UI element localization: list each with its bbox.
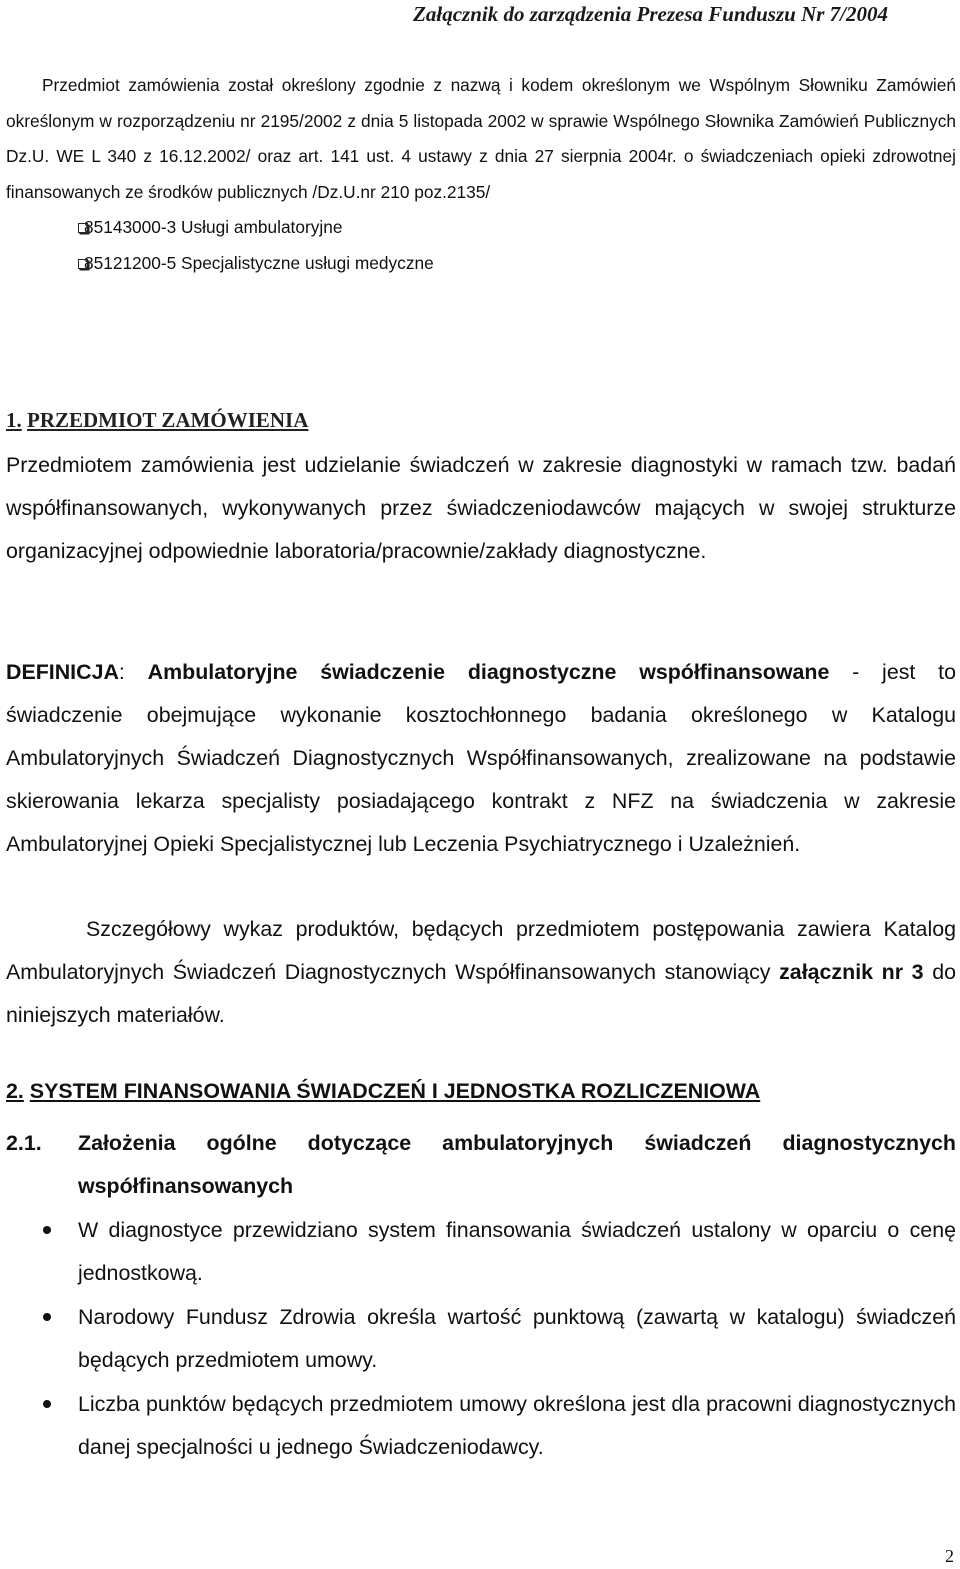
- subsection-2-1-number: 2.1.: [6, 1131, 42, 1155]
- bullet-text: Narodowy Fundusz Zdrowia określa wartość punktową (zawartą w katalogu) świadczeń będących przedmiotem umowy.: [78, 1305, 956, 1372]
- bullet-icon: [43, 1313, 51, 1321]
- details-attachment-ref: załącznik nr 3: [779, 960, 924, 984]
- cpv-item-label: 85121200-5 Specjalistyczne usługi medyczne: [84, 252, 434, 273]
- list-item: [6, 210, 956, 246]
- section-1-number: 1.: [6, 408, 22, 432]
- list-item: [6, 1383, 956, 1469]
- bullet-icon: [43, 1400, 51, 1408]
- page-number: 2: [945, 1546, 954, 1566]
- details-paragraph: [6, 908, 956, 1037]
- section-1-heading: [6, 408, 308, 433]
- bullet-text: Liczba punktów będących przedmiotem umowy określona jest dla pracowni diagnostycznych danej specjalności u jednego Świadczeniodawcy.: [78, 1392, 956, 1459]
- bullet-icon: [43, 1226, 51, 1234]
- definition-text: - jest to świadczenie obejmujące wykonanie kosztochłonnego badania określonego w Katalogu Ambulatoryjnych Świadczeń Diagnostycznych Współfinansowanych, zrealizowane na podstawie skierowania lekarza specjalisty posiadającego kontrakt z NFZ na świadczenia w zakresie Ambulatoryjnej Opieki Specjalistycznej lub Leczenia Psychiatrycznego i Uzależnień.: [6, 660, 956, 856]
- assumptions-list: [6, 1209, 956, 1470]
- details-text-before: Szczegółowy wykaz produktów, będących przedmiotem postępowania zawiera Katalog Ambulatoryjnych Świadczeń Diagnostycznych Współfinansowanych stanowiący: [6, 917, 956, 984]
- intro-paragraph: Przedmiot zamówienia został określony zgodnie z nazwą i kodem określonym we Wspólnym Słowniku Zamówień określonym w rozporządzeniu nr 2195/2002 z dnia 5 listopada 2002 w sprawie Wspólnego Słownika Zamówień Publicznych Dz.U. WE L 340 z 16.12.2002/ oraz art. 141 ust. 4 ustawy z dnia 27 sierpnia 2004r. o świadczeniach opieki zdrowotnej finansowanych ze środków publicznych /Dz.U.nr 210 poz.2135/: [6, 75, 956, 202]
- subsection-2-1-heading: [6, 1122, 956, 1208]
- cpv-item-label: 85143000-3 Usługi ambulatoryjne: [84, 217, 343, 237]
- section-1-title: PRZEDMIOT ZAMÓWIENIA: [27, 408, 309, 432]
- checkbox-icon: [78, 259, 88, 269]
- checkbox-icon: [78, 223, 88, 233]
- document-header: Załącznik do zarządzenia Prezesa Funduszu Nr 7/2004: [413, 2, 888, 26]
- bullet-text: W diagnostyce przewidziano system finansowania świadczeń ustalony w oparciu o cenę jednostkową.: [78, 1218, 956, 1285]
- definition-term: Ambulatoryjne świadczenie diagnostyczne współfinansowane: [147, 660, 830, 684]
- cpv-code-list: [6, 210, 956, 281]
- list-item: [6, 1296, 956, 1382]
- section-2-title: SYSTEM FINANSOWANIA ŚWIADCZEŃ I JEDNOSTKA ROZLICZENIOWA: [29, 1079, 761, 1103]
- intro-block: [6, 68, 956, 281]
- section-2-heading: [6, 1079, 760, 1104]
- definition-colon: :: [118, 660, 148, 684]
- list-item: [6, 246, 956, 282]
- subsection-2-1-title: Założenia ogólne dotyczące ambulatoryjnych świadczeń diagnostycznych współfinansowanych: [78, 1131, 956, 1198]
- definition-label: DEFINICJA: [6, 660, 119, 684]
- definition-paragraph: [6, 651, 956, 866]
- list-item: [6, 1209, 956, 1295]
- section-1-paragraph: Przedmiotem zamówienia jest udzielanie świadczeń w zakresie diagnostyki w ramach tzw. badań współfinansowanych, wykonywanych przez świadczeniodawców mających w swojej strukturze organizacyjnej odpowiednie laboratoria/pracownie/zakłady diagnostyczne.: [6, 453, 956, 563]
- section-2-number: 2.: [6, 1079, 24, 1103]
- details-text-after: do niniejszych materiałów.: [6, 960, 956, 1027]
